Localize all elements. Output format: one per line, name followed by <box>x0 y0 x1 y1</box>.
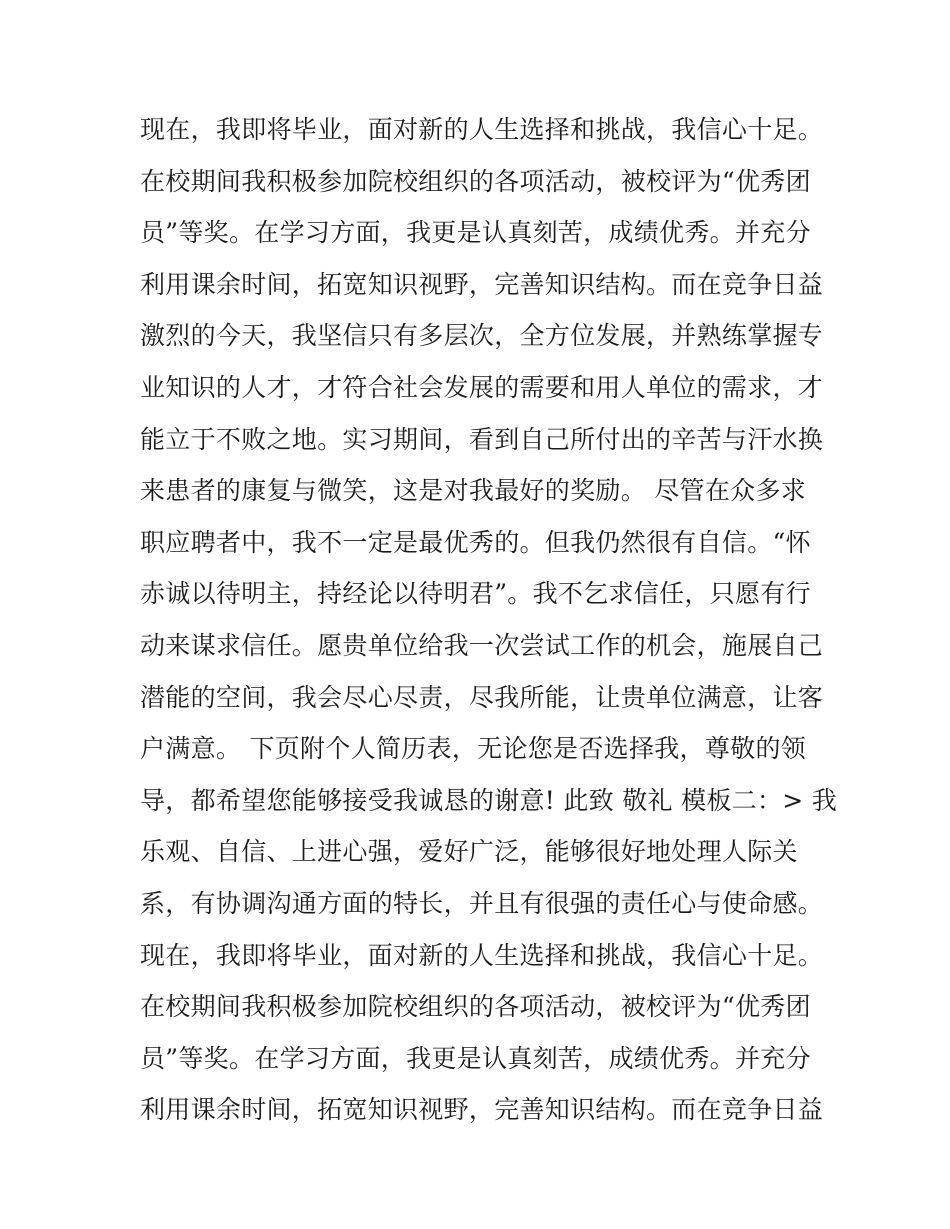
text-line: 系，有协调沟通方面的特长，并且有很强的责任心与使命感。 <box>140 888 824 918</box>
text-line: 员”等奖。在学习方面，我更是认真刻苦，成绩优秀。并充分 <box>140 218 811 248</box>
text-line: 来患者的康复与微笑，这是对我最好的奖励。 尽管在众多求 <box>140 476 807 506</box>
text-line: 利用课余时间，拓宽知识视野，完善知识结构。而在竞争日益 <box>140 1095 824 1125</box>
text-line: 业知识的人才，才符合社会发展的需要和用人单位的需求，才 <box>140 372 824 402</box>
text-line: 乐观、自信、上进心强，爱好广泛，能够很好地处理人际关 <box>140 837 798 867</box>
text-line: 动来谋求信任。愿贵单位给我一次尝试工作的机会，施展自己 <box>140 630 824 660</box>
text-line: 利用课余时间，拓宽知识视野，完善知识结构。而在竞争日益 <box>140 269 824 299</box>
body-text <box>140 104 838 1136</box>
text-line: 赤诚以待明主，持经论以待明君”。我不乞求信任，只愿有行 <box>140 579 811 609</box>
text-line: 现在，我即将毕业，面对新的人生选择和挑战，我信心十足。 <box>140 940 824 970</box>
text-line: 员”等奖。在学习方面，我更是认真刻苦，成绩优秀。并充分 <box>140 1043 811 1073</box>
text-line: 潜能的空间，我会尽心尽责，尽我所能，让贵单位满意，让客 <box>140 682 824 712</box>
text-line: 激烈的今天，我坚信只有多层次，全方位发展，并熟练掌握专 <box>140 321 824 351</box>
text-line: 在校期间我积极参加院校组织的各项活动，被校评为“优秀团 <box>140 992 811 1022</box>
text-line: 户满意。 下页附个人简历表，无论您是否选择我，尊敬的领 <box>140 734 807 764</box>
text-line: 在校期间我积极参加院校组织的各项活动，被校评为“优秀团 <box>140 166 811 196</box>
text-line: 现在，我即将毕业，面对新的人生选择和挑战，我信心十足。 <box>140 115 824 144</box>
text-line: 职应聘者中，我不一定是最优秀的。但我仍然很有自信。“怀 <box>140 527 811 557</box>
text-line: 能立于不败之地。实习期间，看到自己所付出的辛苦与汗水换 <box>140 424 824 454</box>
text-line: 导，都希望您能够接受我诚恳的谢意! 此致 敬礼 模板二：> 我 <box>140 785 838 815</box>
